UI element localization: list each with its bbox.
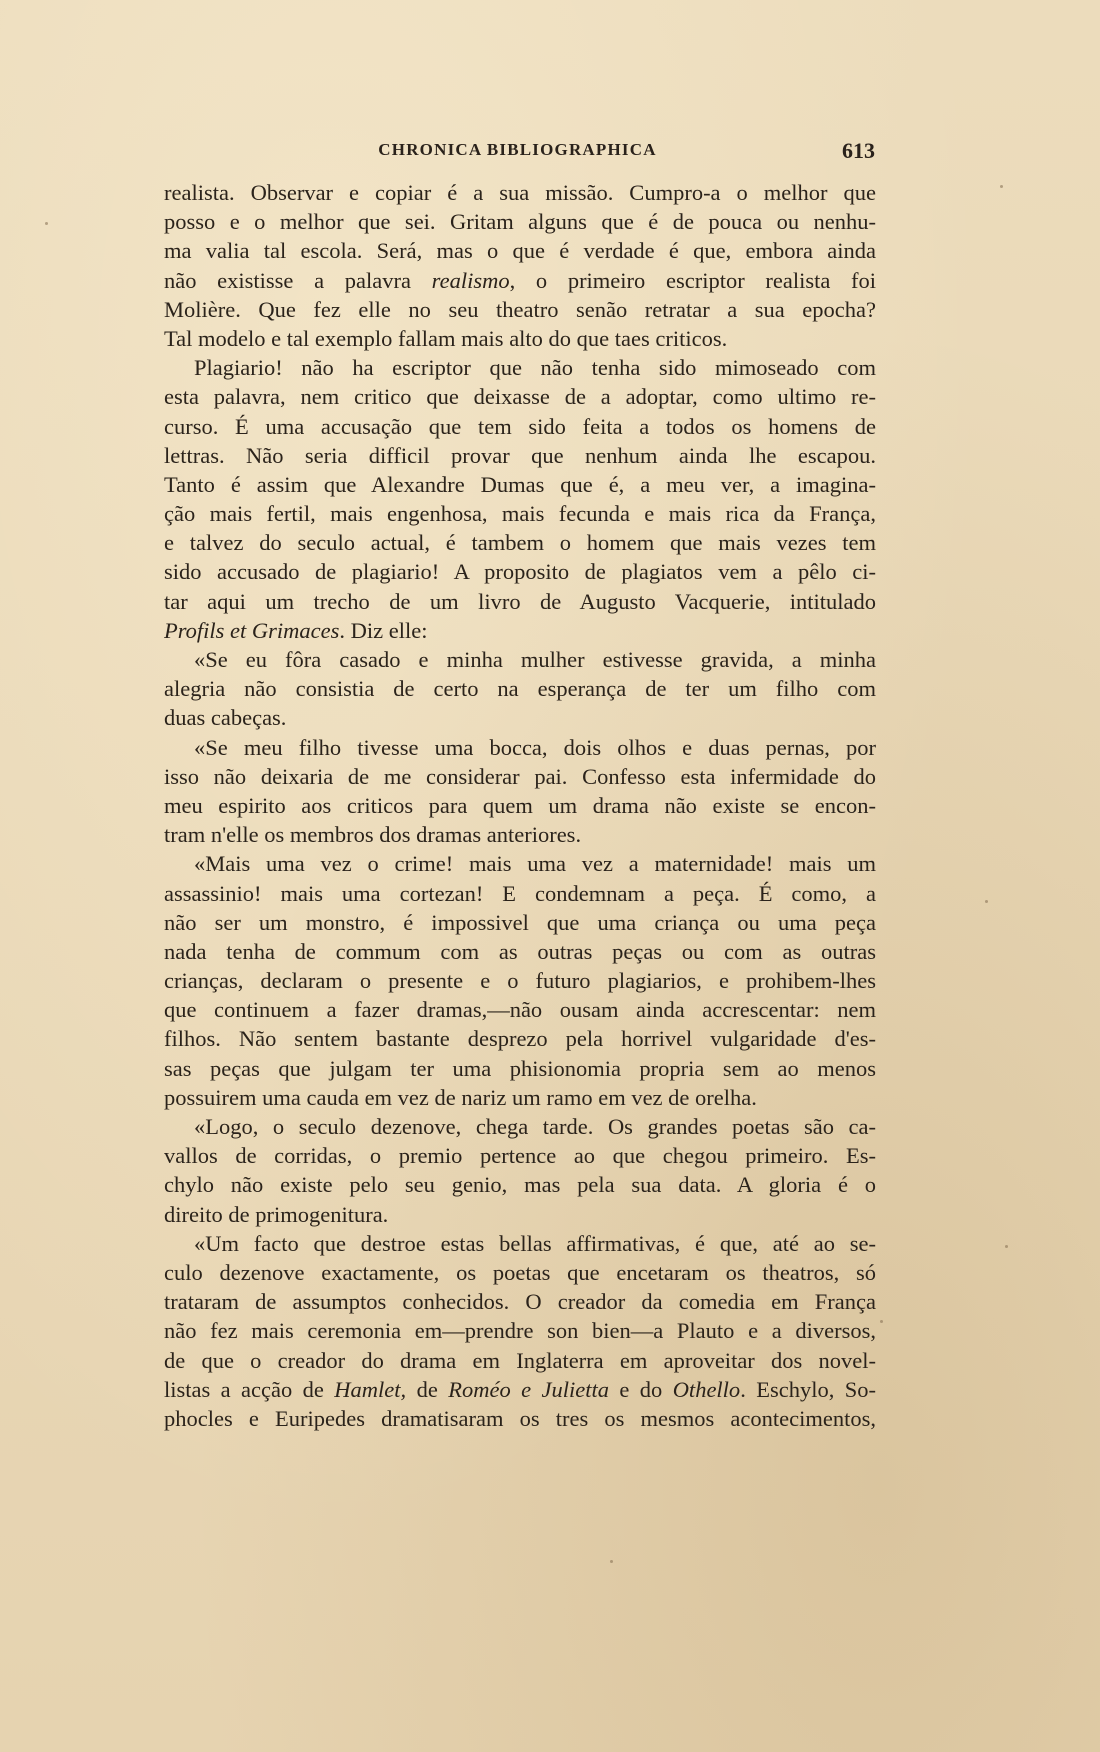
italic-text: Hamlet,	[334, 1376, 407, 1402]
text-line: curso. É uma accusação que tem sido feita a todos os homens de	[164, 413, 876, 439]
text-line: «Mais uma vez o crime! mais uma vez a maternidade! mais um	[194, 851, 876, 877]
page-number: 613	[842, 138, 875, 163]
text-line: duas cabeças.	[164, 705, 287, 731]
text-line: sido accusado de plagiario! A proposito de plagiatos vem a pêlo ci-	[164, 559, 876, 585]
text-line	[164, 266, 876, 295]
text-line: direito de primogenitura.	[164, 1201, 389, 1227]
text-line: tram n'elle os membros dos dramas anteriores.	[164, 822, 582, 848]
text-line: alegria não consistia de certo na esperança de ter um filho com	[164, 676, 876, 702]
text-run: e do	[608, 1376, 673, 1402]
text-line: «Um facto que destroe estas bellas affirmativas, é que, até ao se-	[194, 1230, 876, 1256]
text-line: e talvez do seculo actual, é tambem o homem que mais vezes tem	[164, 530, 876, 556]
italic-text: Roméo e Julietta	[448, 1376, 609, 1402]
text-line: de que o creador do drama em Inglaterra em aproveitar dos novel-	[164, 1347, 876, 1373]
text-line: esta palavra, nem critico que deixasse de a adoptar, como ultimo re-	[164, 384, 876, 410]
text-line: não fez mais ceremonia em—prendre son bien—a Plauto e a diversos,	[164, 1318, 876, 1344]
text-line: isso não deixaria de me considerar pai. Confesso esta infermidade do	[164, 763, 876, 789]
text-line: Plagiario! não ha escriptor que não tenha sido mimoseado com	[194, 355, 876, 381]
italic-text: Othello	[672, 1376, 741, 1402]
text-line: sas peças que julgam ter uma phisionomia propria sem ao menos	[164, 1055, 876, 1081]
text-line: realista. Observar e copiar é a sua missão. Cumpro-a o melhor que	[164, 180, 876, 205]
text-line: filhos. Não sentem bastante desprezo pela horrivel vulgaridade d'es-	[164, 1026, 876, 1052]
text-line: que continuem a fazer dramas,—não ousam ainda accrescentar: nem	[164, 997, 876, 1023]
text-line: possuirem uma cauda em vez de nariz um ramo em vez de orelha.	[164, 1084, 757, 1110]
text-line: Molière. Que fez elle no seu theatro senão retratar a sua epocha?	[164, 296, 876, 322]
running-head	[160, 140, 875, 164]
text-line: assassinio! mais uma cortezan! E condemnam a peça. É como, a	[164, 880, 876, 906]
text-line: ma valia tal escola. Será, mas o que é verdade é que, embora ainda	[164, 238, 876, 264]
running-title: CHRONICA BIBLIOGRAPHICA	[378, 140, 657, 159]
text-line: não ser um monstro, é impossivel que uma criança ou uma peça	[164, 909, 876, 935]
text-line: Tal modelo e tal exemplo fallam mais alto do que taes criticos.	[164, 325, 728, 351]
text-line	[164, 616, 876, 645]
text-line: meu espirito aos criticos para quem um drama não existe se encon-	[164, 792, 876, 818]
body-text	[164, 178, 876, 1433]
text-line: trataram de assumptos conhecidos. O creador da comedia em França	[164, 1289, 876, 1315]
text-line: tar aqui um trecho de um livro de Augusto Vacquerie, intitulado	[164, 588, 876, 614]
text-run: , o primeiro escriptor realista foi	[509, 267, 876, 293]
text-line: posso e o melhor que sei. Gritam alguns que é de pouca ou nenhu-	[164, 209, 876, 235]
text-line: culo dezenove exactamente, os poetas que encetaram os theatros, só	[164, 1259, 876, 1285]
text-line: Tanto é assim que Alexandre Dumas que é, a meu ver, a imagina-	[164, 471, 876, 497]
text-line: crianças, declaram o presente e o futuro plagiarios, e prohibem-lhes	[164, 968, 876, 994]
text-run: . Eschylo, So-	[740, 1376, 876, 1402]
text-line: nada tenha de commum com as outras peças ou com as outras	[164, 938, 876, 964]
italic-text: realismo	[431, 267, 510, 293]
text-line: chylo não existe pelo seu genio, mas pela sua data. A gloria é o	[164, 1172, 876, 1198]
text-run: de	[406, 1376, 449, 1402]
text-line: «Logo, o seculo dezenove, chega tarde. Os grandes poetas são ca-	[194, 1114, 876, 1139]
text-run: não existisse a palavra	[164, 267, 432, 293]
text-line	[164, 1375, 876, 1404]
text-run: listas a acção de	[164, 1376, 335, 1402]
text-line: lettras. Não seria difficil provar que nenhum ainda lhe escapou.	[164, 442, 876, 468]
text-line: ção mais fertil, mais engenhosa, mais fecunda e mais rica da França,	[164, 501, 876, 527]
text-line: «Se eu fôra casado e minha mulher estivesse gravida, a minha	[194, 647, 876, 672]
text-line: «Se meu filho tivesse uma bocca, dois olhos e duas pernas, por	[194, 734, 876, 760]
italic-text: Profils et Grimaces	[164, 617, 340, 643]
text-run: . Diz elle:	[339, 617, 428, 643]
text-line: phocles e Euripedes dramatisaram os tres os mesmos acontecimentos,	[164, 1405, 876, 1431]
text-line: vallos de corridas, o premio pertence ao que chegou primeiro. Es-	[164, 1143, 876, 1169]
